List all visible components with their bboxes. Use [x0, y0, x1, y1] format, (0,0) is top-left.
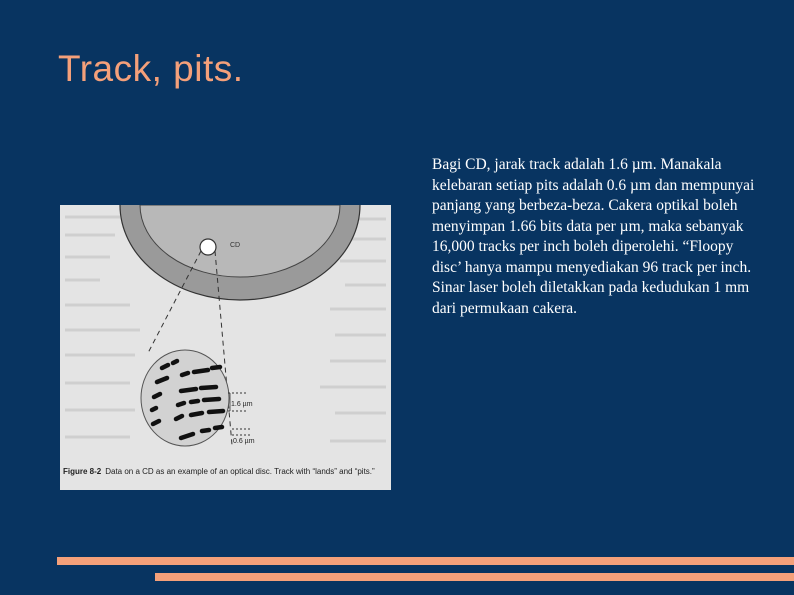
dimension-marks — [228, 393, 250, 435]
body-paragraph-1: Bagi CD, jarak track adalah 1.6 µm. Manakala kelebaran setiap pits adalah 0.6 µm dan mempunyai panjang yang berbeza-beza. Cakera optikal boleh menyimpan 1.66 bits data per µm, maka sebanyak 16,000 tracks per inch boleh diperolehi. “Floopy disc’ hanya mampu menyediakan 96 track per inch. — [432, 156, 755, 276]
figure-caption-text: Data on a CD as an example of an optical disc. Track with “lands” and “pits.” — [105, 467, 375, 476]
cd-figure-image — [60, 205, 391, 490]
accent-bar-bottom — [155, 573, 794, 581]
slide-title: Track, pits. — [58, 48, 244, 89]
figure-caption-number: Figure 8-2 — [63, 467, 102, 476]
slide-body — [432, 155, 762, 319]
pit-width-label: 0.6 µm — [233, 438, 255, 445]
cd-diagram — [60, 205, 391, 490]
track-pitch-label: 1.6 µm — [231, 401, 253, 408]
cd-label: CD — [230, 242, 241, 249]
body-paragraph-2: Sinar laser boleh diletakkan pada kedudukan 1 mm dari permukaan cakera. — [432, 279, 750, 317]
figure-caption — [63, 467, 391, 476]
laser-spot — [200, 239, 216, 255]
accent-bar-top — [57, 557, 794, 565]
